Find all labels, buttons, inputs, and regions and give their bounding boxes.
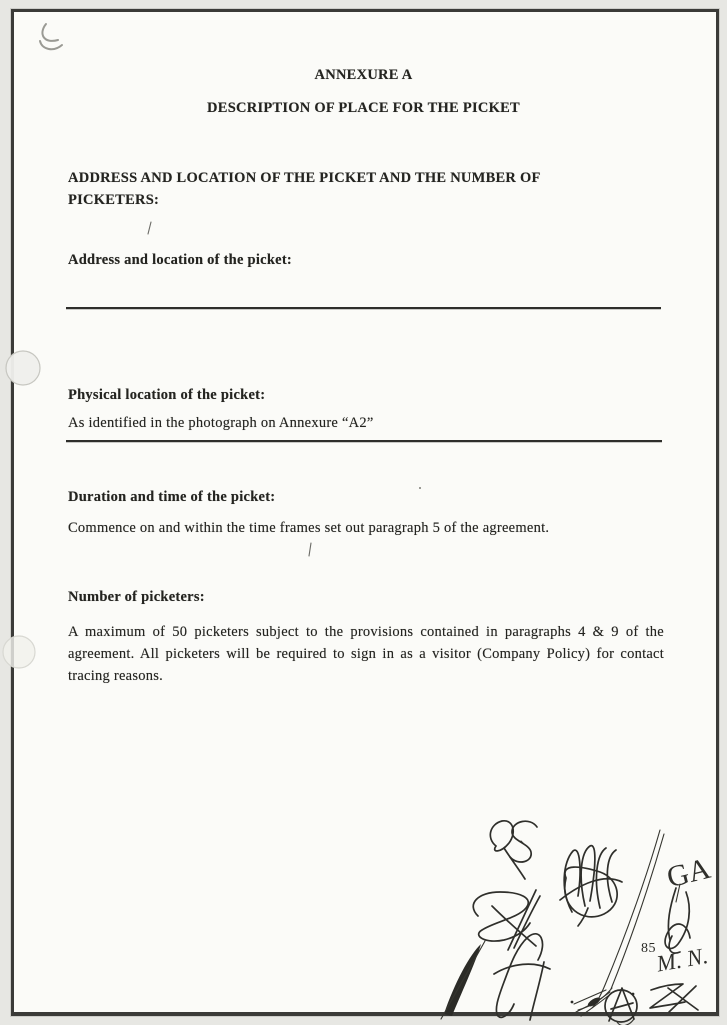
fill-in-line-address (66, 307, 661, 309)
svg-text:GA: GA (663, 851, 714, 895)
section-label-duration: Duration and time of the picket: (68, 489, 276, 505)
section-value-physical-location: As identified in the photograph on Annexure “A2” (68, 415, 374, 431)
svg-text:M. N.: M. N. (654, 942, 710, 977)
page-number: 85 (641, 941, 656, 956)
section-label-number: Number of picketers: (68, 589, 205, 605)
document-subtitle: DESCRIPTION OF PLACE FOR THE PICKET (207, 100, 520, 116)
document-title: ANNEXURE A (314, 67, 413, 83)
section-label-physical-location: Physical location of the picket: (68, 387, 266, 403)
fill-in-line-physical-location (66, 440, 662, 442)
page-scan-border (11, 9, 719, 1016)
section-value-number: A maximum of 50 picketers subject to the provisions contained in paragraphs 4 & 9 of the agreement. All picketers will be required to sign in as a visitor (Company Policy) for contact tracing reasons. (68, 624, 664, 684)
section-label-address: Address and location of the picket: (68, 252, 292, 268)
main-heading: ADDRESS AND LOCATION OF THE PICKET AND THE NUMBER OF PICKETERS: (68, 170, 541, 208)
section-value-duration: Commence on and within the time frames set out paragraph 5 of the agreement. (68, 520, 550, 536)
